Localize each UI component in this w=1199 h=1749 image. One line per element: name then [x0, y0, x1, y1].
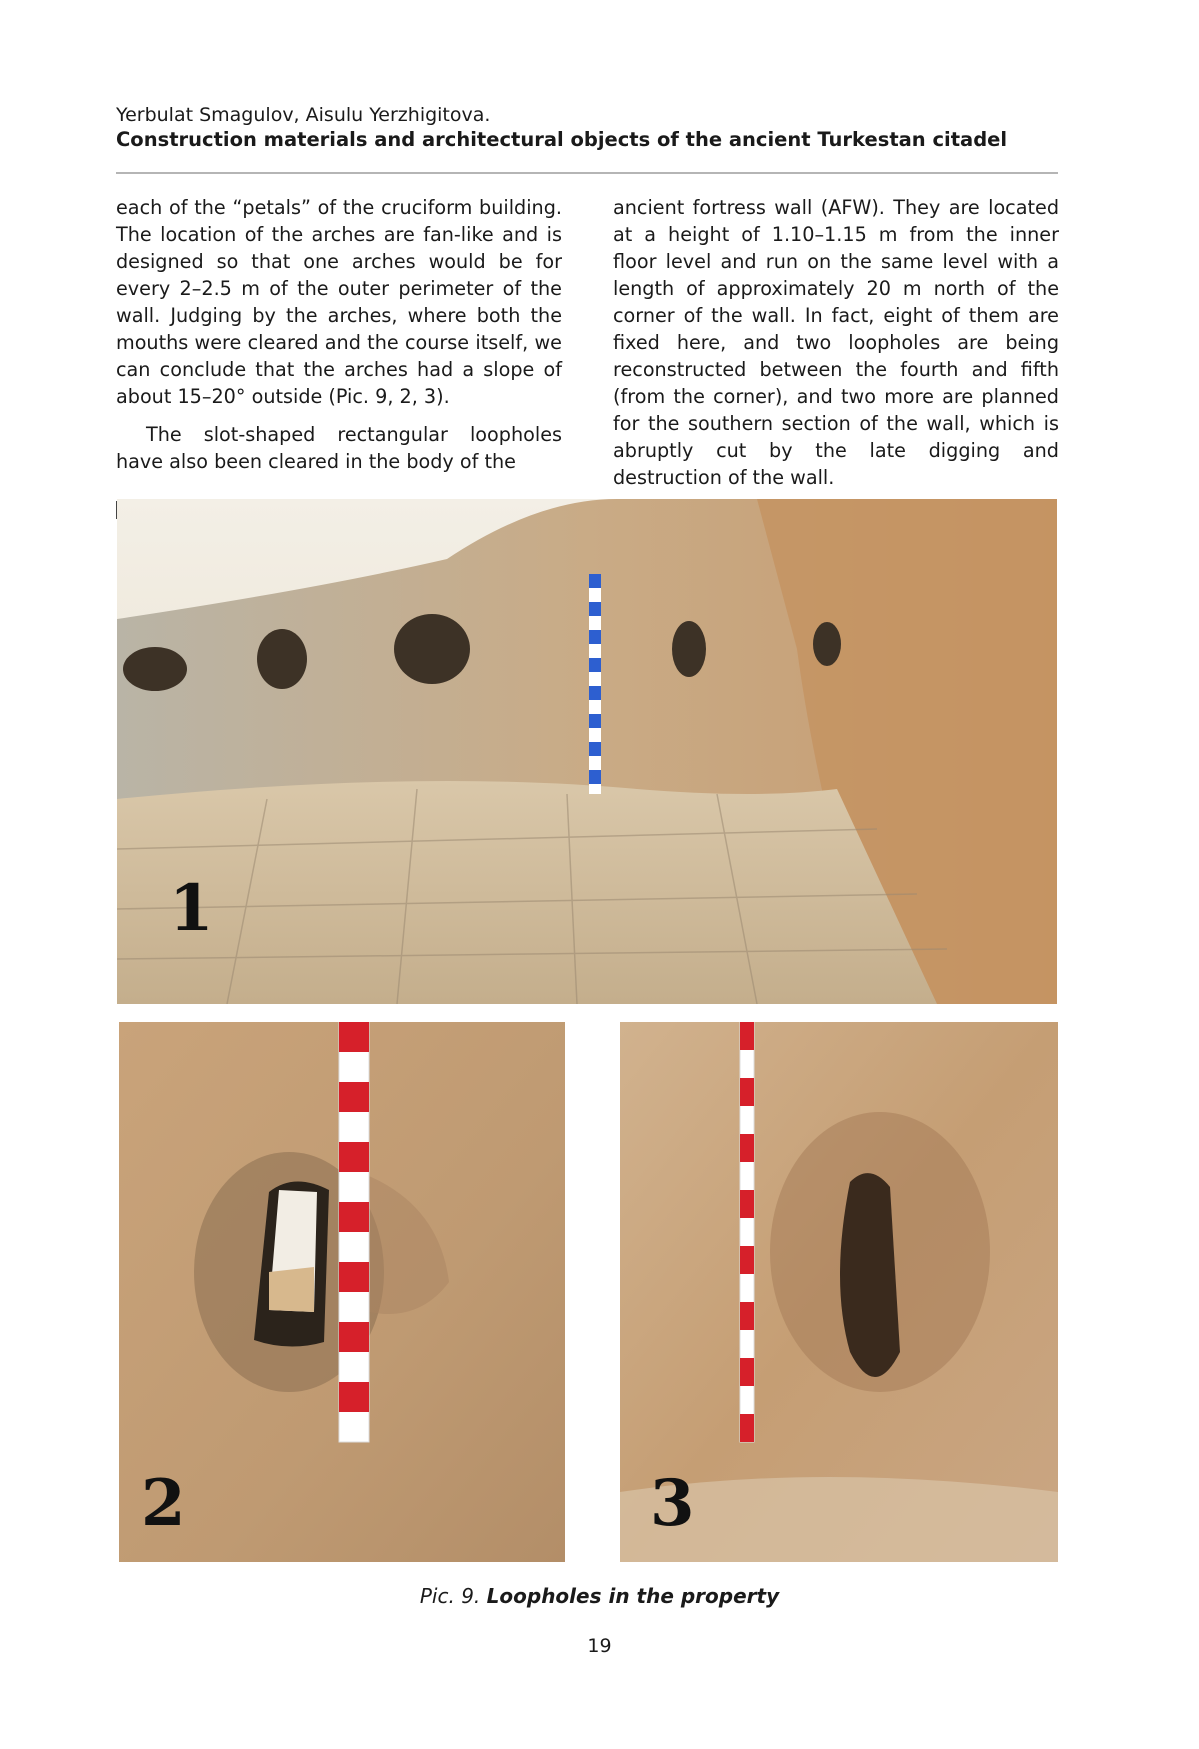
figure-photo-2 [119, 1022, 565, 1562]
figure-caption [0, 1584, 1199, 1608]
body-column-left [116, 194, 562, 475]
caption-prefix: Pic. 9. [419, 1584, 481, 1608]
figure-photo-1 [117, 499, 1057, 1004]
running-header [116, 103, 1058, 153]
panel-label-2: 2 [141, 1466, 186, 1541]
paragraph: each of the “petals” of the cruciform building. The location of the arches are fan-like and is designed so that one arches would be for every 2–2.5 m of the outer perimeter of the wall. Judging by the arches, where both the mouths were cleared and the course itself, we can conclude that the arches had a slope of about 15–20° outside (Pic. 9, 2, 3). [116, 196, 562, 408]
panel-label-3: 3 [650, 1466, 695, 1541]
header-title: Construction materials and architectural objects of the ancient Turkestan citadel [116, 128, 1008, 151]
body-column-right [613, 194, 1059, 491]
panel-label-1: 1 [169, 871, 214, 946]
paragraph: The slot-shaped rectangular loopholes have also been cleared in the body of the [116, 423, 562, 473]
header-authors: Yerbulat Smagulov, Aisulu Yerzhigitova. [116, 104, 491, 126]
page-number: 19 [587, 1635, 612, 1657]
caption-title: Loopholes in the property [486, 1584, 780, 1608]
figure-photo-3 [620, 1022, 1058, 1562]
header-divider [116, 172, 1058, 174]
paragraph: ancient fortress wall (AFW). They are located at a height of 1.10–1.15 m from the inner floor level and run on the same level with a length of approximately 20 m north of the corner of the wall. In fact, eight of them are fixed here, and two loopholes are being reconstructed between the fourth and fifth (from the corner), and two more are planned for the southern section of the wall, which is abruptly cut by the late digging and destruction of the wall. [613, 196, 1059, 489]
